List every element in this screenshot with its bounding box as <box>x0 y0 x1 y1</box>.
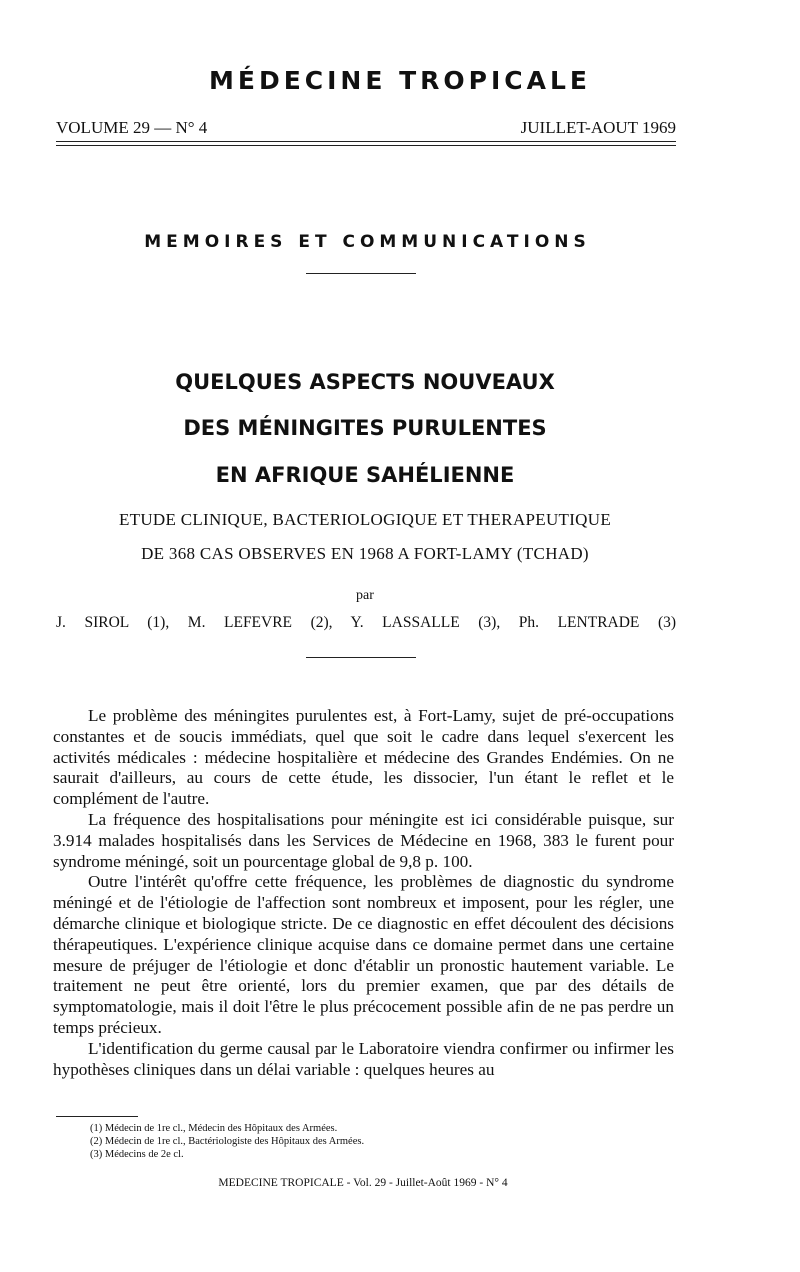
issue-line <box>56 118 676 142</box>
footnote-1: (1) Médecin de 1re cl., Médecin des Hôpitaux des Armées. <box>90 1123 338 1134</box>
body-paragraph-2: La fréquence des hospitalisations pour méningite est ici considérable puisque, sur 3.914 malades hospitalisés dans les Services de Médecine en 1968, 383 le furent pour syndrome méningé, soit un pourcentage global de 9,8 p. 100. <box>53 809 674 871</box>
article-title-line-3: EN AFRIQUE SAHÉLIENNE <box>215 463 515 487</box>
author-1: J. SIROL (1), <box>56 614 170 631</box>
body-paragraph-3: Outre l'intérêt qu'offre cette fréquence, les problèmes de diagnostic du syndrome méningé et de l'étiologie de l'affection sont nombreux et imposent, pour les régler, une démarche clinique et biologique stricte. De ce diagnostic en effet découlent des décisions thérapeutiques. L'expérience clinique acquise dans ce domaine permet dans une certaine mesure de préjuger de l'étiologie et donc d'établir un pronostic hautement variable. Le traitement ne peut être orienté, lors du premier examen, que par des détails de symptomatologie, mais il doit l'être le plus précocement possible afin de ne pas perdre un temps précieux. <box>53 872 674 1037</box>
footnote-2: (2) Médecin de 1re cl., Bactériologiste des Hôpitaux des Armées. <box>90 1136 365 1147</box>
section-heading: MEMOIRES ET COMMUNICATIONS <box>144 232 591 252</box>
page-footer: MEDECINE TROPICALE - Vol. 29 - Juillet-Août 1969 - N° 4 <box>218 1177 508 1189</box>
body-paragraph-1: Le problème des méningites purulentes est, à Fort-Lamy, sujet de pré-occupations constantes et de soucis immédiats, quel que soit le cadre dans lequel s'exercent les activités médicales : médecine hospitalière et médecine des Grandes Endémies. On ne saurait d'ailleurs, au cours de cette étude, les dissocier, l'un étant le reflet et le complément de l'autre. <box>53 706 674 809</box>
author-3: Y. LASSALLE (3), <box>350 614 501 631</box>
authors-divider <box>306 657 416 658</box>
author-2: M. LEFEVRE (2), <box>187 614 333 631</box>
volume-issue: VOLUME 29 — N° 4 <box>56 118 208 137</box>
by-label: par <box>356 588 374 603</box>
footnote-rule <box>56 1116 138 1117</box>
body-paragraph-4: L'identification du germe causal par le Laboratoire viendra confirmer ou infirmer les hypothèses cliniques dans un délai variable : quelques heures au <box>53 1038 674 1079</box>
footnotes <box>90 1122 650 1161</box>
article-body <box>53 706 674 1080</box>
header-rule-top <box>56 141 676 142</box>
article-subtitle-line-1: ETUDE CLINIQUE, BACTERIOLOGIQUE ET THERAPEUTIQUE <box>118 510 612 529</box>
journal-title: MÉDECINE TROPICALE <box>208 66 592 95</box>
footnote-3: (3) Médecins de 2e cl. <box>90 1149 184 1160</box>
header-rule-bottom <box>56 145 676 146</box>
issue-date: JUILLET-AOUT 1969 <box>520 118 676 137</box>
article-subtitle-line-2: DE 368 CAS OBSERVES EN 1968 A FORT-LAMY (TCHAD) <box>141 544 589 563</box>
article-title-line-1: QUELQUES ASPECTS NOUVEAUX <box>175 370 555 394</box>
section-divider <box>306 273 416 274</box>
article-title-line-2: DES MÉNINGITES PURULENTES <box>183 416 547 440</box>
author-4: Ph. LENTRADE (3) <box>518 614 677 631</box>
author-list <box>56 614 676 632</box>
